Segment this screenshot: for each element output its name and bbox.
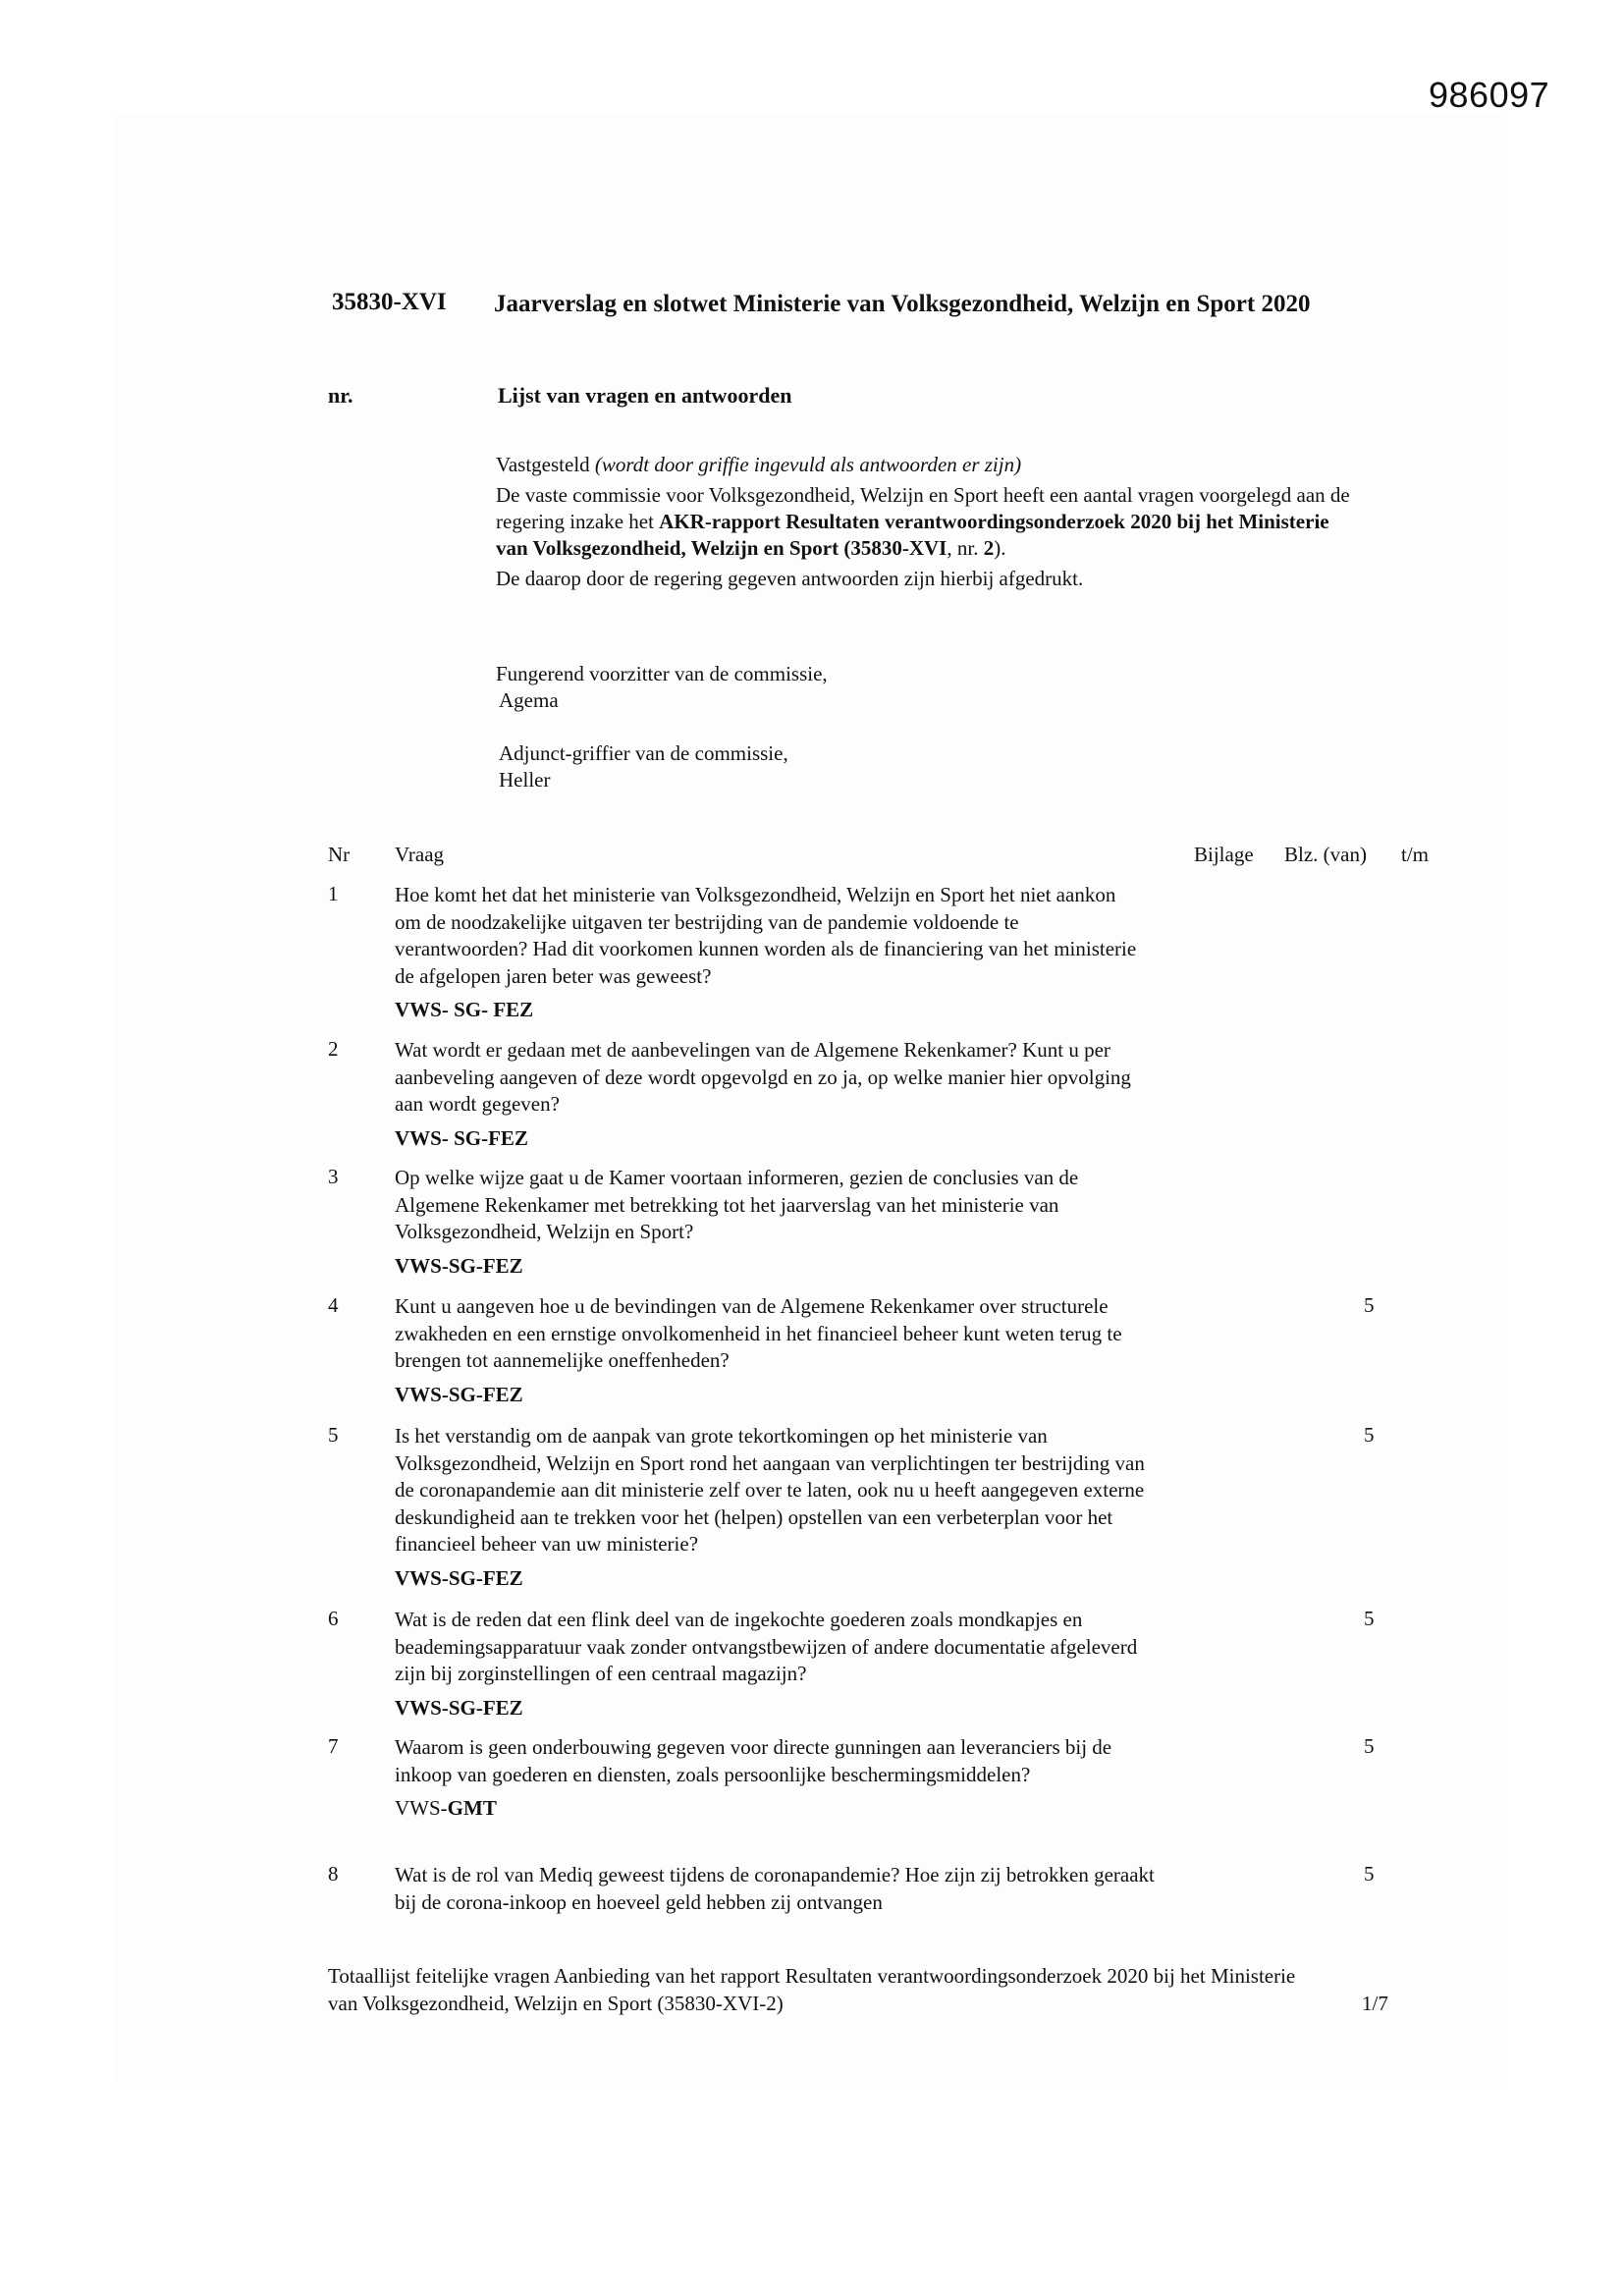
vastgesteld-line (496, 452, 1360, 478)
intro-text: , nr. (947, 536, 984, 560)
vastgesteld-label: Vastgesteld (496, 453, 590, 476)
question-text: Is het verstandig om de aanpak van grote tekortkomingen op het ministerie van Volksgezondheid, Welzijn en Sport rond het aangaan van verplichtingen ter bestrijding van de coronapandemie aan dit ministerie zelf over te laten, ook nu u heeft aangegeven externe deskundigheid aan te trekken voor het (helpen) opstellen van een verbeterplan voor het financieel beheer van uw ministerie? (395, 1424, 1145, 1556)
owner-unit: GMT (447, 1796, 497, 1820)
report-number: 2 (983, 536, 995, 560)
question-text: Kunt u aangeven hoe u de bevindingen van de Algemene Rekenkamer over structurele zwakheden en een ernstige onvolkomenheid in het financieel beheer kunt weten terug te brengen tot aannemelijke oneffenheden? (395, 1294, 1122, 1372)
report-reference: AKR-rapport Resultaten verantwoordingsonderzoek 2020 bij het Ministerie van Volksgezondheid, Welzijn en Sport (35830-XVI (496, 510, 1329, 560)
table-row (328, 1734, 1447, 1862)
chair-title: Fungerend voorzitter van de commissie, (496, 662, 828, 685)
table-row (328, 1293, 1447, 1423)
blz-van-value: 5 (1364, 1293, 1375, 1317)
question-text: Hoe komt het dat het ministerie van Volksgezondheid, Welzijn en Sport het niet aankon om de noodzakelijke uitgaven ter bestrijding van de pandemie voldoende te verantwoorden? Had dit voorkomen kunnen worden als de financiering van het ministerie de afgelopen jaren beter was geweest? (395, 883, 1137, 988)
row-nr: 3 (328, 1165, 339, 1188)
nr-label: nr. (328, 383, 353, 408)
page-number: 1/7 (1362, 1992, 1388, 2015)
vastgesteld-note: (wordt door griffie ingevuld als antwoorden er zijn) (594, 453, 1022, 476)
row-nr: 8 (328, 1862, 339, 1886)
question-text: Waarom is geen onderbouwing gegeven voor directe gunningen aan leveranciers bij de inkoop van goederen en diensten, zoals persoonlijke beschermingsmiddelen? (395, 1735, 1112, 1786)
owner-prefix: VWS- (395, 1796, 448, 1820)
document-title: Jaarverslag en slotwet Ministerie van Volksgezondheid, Welzijn en Sport 2020 (494, 291, 1311, 317)
chair-name: Agema (499, 688, 559, 712)
row-nr: 7 (328, 1734, 339, 1758)
table-row (328, 1862, 1447, 1931)
page-footer (328, 1962, 1408, 2017)
blz-van-value: 5 (1364, 1607, 1375, 1630)
document-number: 986097 (1429, 75, 1550, 115)
header-bijlage: Bijlage (1194, 843, 1254, 866)
blz-van-value: 5 (1364, 1423, 1375, 1447)
header-tm: t/m (1401, 843, 1430, 866)
row-nr: 5 (328, 1423, 339, 1447)
clerk-name: Heller (499, 768, 551, 792)
row-nr: 1 (328, 882, 339, 905)
question-owner: VWS-SG-FEZ (395, 1695, 523, 1720)
question-text: Wat is de reden dat een flink deel van de ingekochte goederen zoals mondkapjes en beademingsapparatuur vaak zonder ontvangstbewijzen of andere documentatie afgeleverd zijn bij zorginstellingen of een centraal magazijn? (395, 1608, 1138, 1685)
table-row (328, 1165, 1447, 1293)
row-nr: 2 (328, 1037, 339, 1061)
table-row (328, 882, 1447, 1037)
intro-text: De vaste commissie voor Volksgezondheid, Welzijn en Sport heeft een aantal vragen voorgelegd aan de regering inzake het (496, 483, 1350, 533)
question-text: Wat is de rol van Mediq geweest tijdens de coronapandemie? Hoe zijn zij betrokken geraakt bij de corona-inkoop en hoeveel geld hebben zij ontvangen (395, 1863, 1155, 1914)
question-owner: VWS-SG-FEZ (395, 1382, 523, 1406)
table-row (328, 1423, 1447, 1607)
answers-line: De daarop door de regering gegeven antwoorden zijn hierbij afgedrukt. (496, 567, 1084, 590)
row-nr: 6 (328, 1607, 339, 1630)
question-owner: VWS- SG- FEZ (395, 998, 534, 1021)
question-owner: VWS- SG-FEZ (395, 1125, 528, 1150)
question-text: Wat wordt er gedaan met de aanbevelingen van de Algemene Rekenkamer? Kunt u per aanbeveling aangeven of deze wordt opgevolgd en zo ja, op welke manier hier opvolging aan wordt gegeven? (395, 1038, 1131, 1116)
questions-table (328, 843, 1447, 1931)
question-owner: VWS-SG-FEZ (395, 1565, 523, 1590)
table-row (328, 1037, 1447, 1165)
row-nr: 4 (328, 1293, 339, 1317)
intro-paragraph (496, 482, 1360, 562)
footer-text: Totaallijst feitelijke vragen Aanbieding van het rapport Resultaten verantwoordingsonderzoek 2020 bij het Ministerie van Volksgezondheid, Welzijn en Sport (35830-XVI-2) (328, 1964, 1296, 2015)
blz-van-value: 5 (1364, 1862, 1375, 1886)
question-owner (395, 1794, 1161, 1822)
intro-text: ). (994, 536, 1006, 560)
table-row (328, 1607, 1447, 1734)
list-title: Lijst van vragen en antwoorden (498, 383, 792, 408)
question-owner: VWS-SG-FEZ (395, 1253, 523, 1278)
blz-van-value: 5 (1364, 1734, 1375, 1758)
header-nr: Nr (328, 843, 351, 866)
header-blz-van: Blz. (van) (1284, 843, 1367, 866)
dossier-code: 35830-XVI (332, 289, 447, 315)
clerk-title: Adjunct-griffier van de commissie, (499, 741, 788, 765)
signatures-block (496, 661, 828, 793)
table-header (328, 843, 1447, 882)
header-vraag: Vraag (395, 843, 445, 866)
intro-block (496, 452, 1360, 596)
question-text: Op welke wijze gaat u de Kamer voortaan informeren, gezien de conclusies van de Algemene Rekenkamer met betrekking tot het jaarverslag van het ministerie van Volksgezondheid, Welzijn en Sport? (395, 1166, 1079, 1243)
